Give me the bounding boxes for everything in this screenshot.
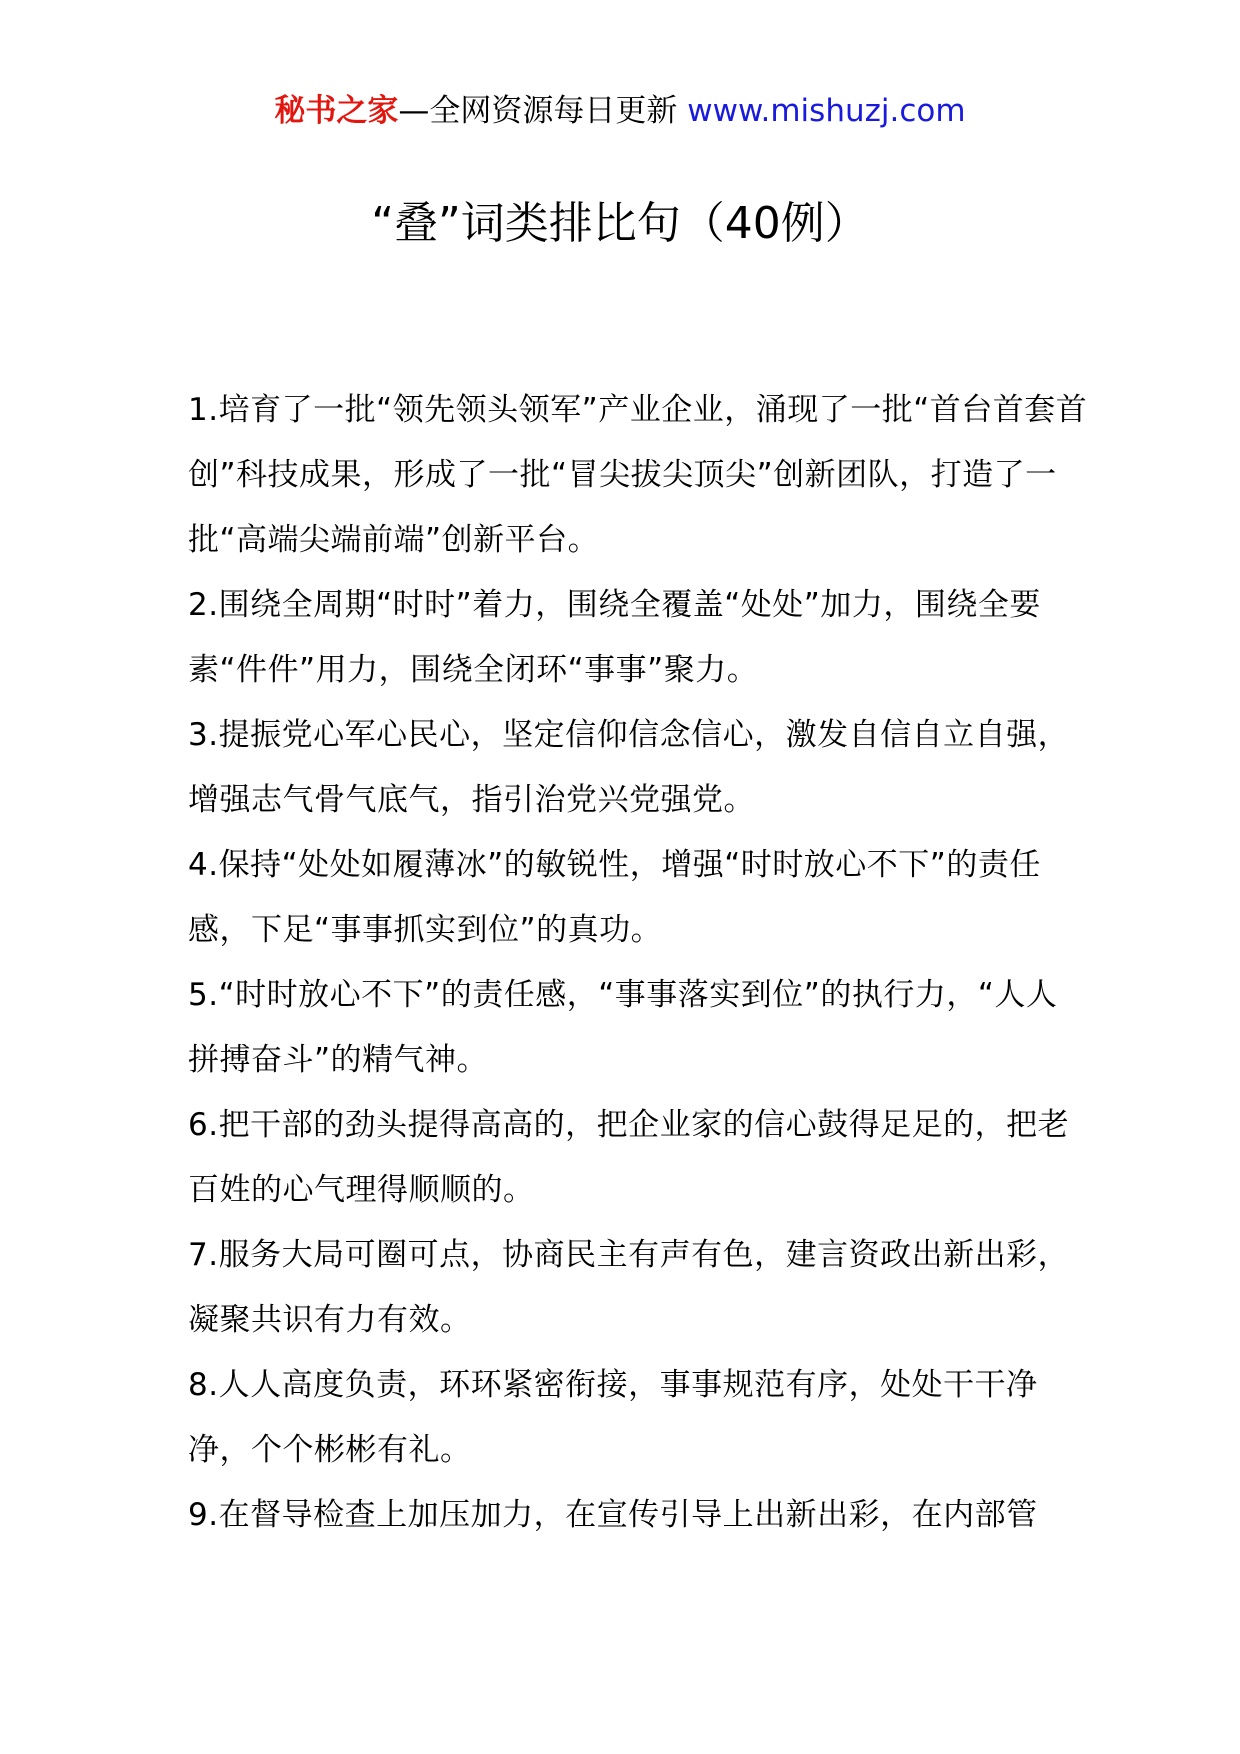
paragraph-1: 1.培育了一批“领先领头领军”产业企业，涌现了一批“首台首套首创”科技成果，形成了一批“冒尖拔尖顶尖”创新团队，打造了一批“高端尖端前端”创新平台。 (188, 392, 1088, 558)
site-brand: 秘书之家 (274, 93, 399, 129)
paragraph-5: 5.“时时放心不下”的责任感，“事事落实到位”的执行力，“人人拼搏奋斗”的精气神。 (188, 977, 1058, 1078)
paragraph-6: 6.把干部的劲头提得高高的，把企业家的信心鼓得足足的，把老百姓的心气理得顺顺的。 (188, 1107, 1070, 1208)
paragraph-9: 9.在督导检查上加压加力，在宣传引导上出新出彩，在内部管 (188, 1497, 1038, 1533)
paragraph-3: 3.提振党心军心民心，坚定信仰信念信心，激发自信自立自强，增强志气骨气底气，指引治党兴党强党。 (188, 717, 1070, 818)
site-tagline: —全网资源每日更新 (398, 93, 688, 129)
paragraph-8: 8.人人高度负责，环环紧密衔接，事事规范有序，处处干干净净，个个彬彬有礼。 (188, 1367, 1038, 1468)
paragraph-7: 7.服务大局可圈可点，协商民主有声有色，建言资政出新出彩，凝聚共识有力有效。 (188, 1237, 1070, 1338)
document-title: “叠”词类排比句（40例） (371, 198, 869, 249)
paragraph-4: 4.保持“处处如履薄冰”的敏锐性，增强“时时放心不下”的责任感，下足“事事抓实到位”的真功。 (188, 847, 1041, 948)
document-body (188, 378, 1088, 1548)
site-url-link[interactable]: www.mishuzj.com (687, 93, 966, 129)
paragraph-2: 2.围绕全周期“时时”着力，围绕全覆盖“处处”加力，围绕全要素“件件”用力，围绕全闭环“事事”聚力。 (188, 587, 1041, 688)
site-header (0, 88, 1240, 134)
